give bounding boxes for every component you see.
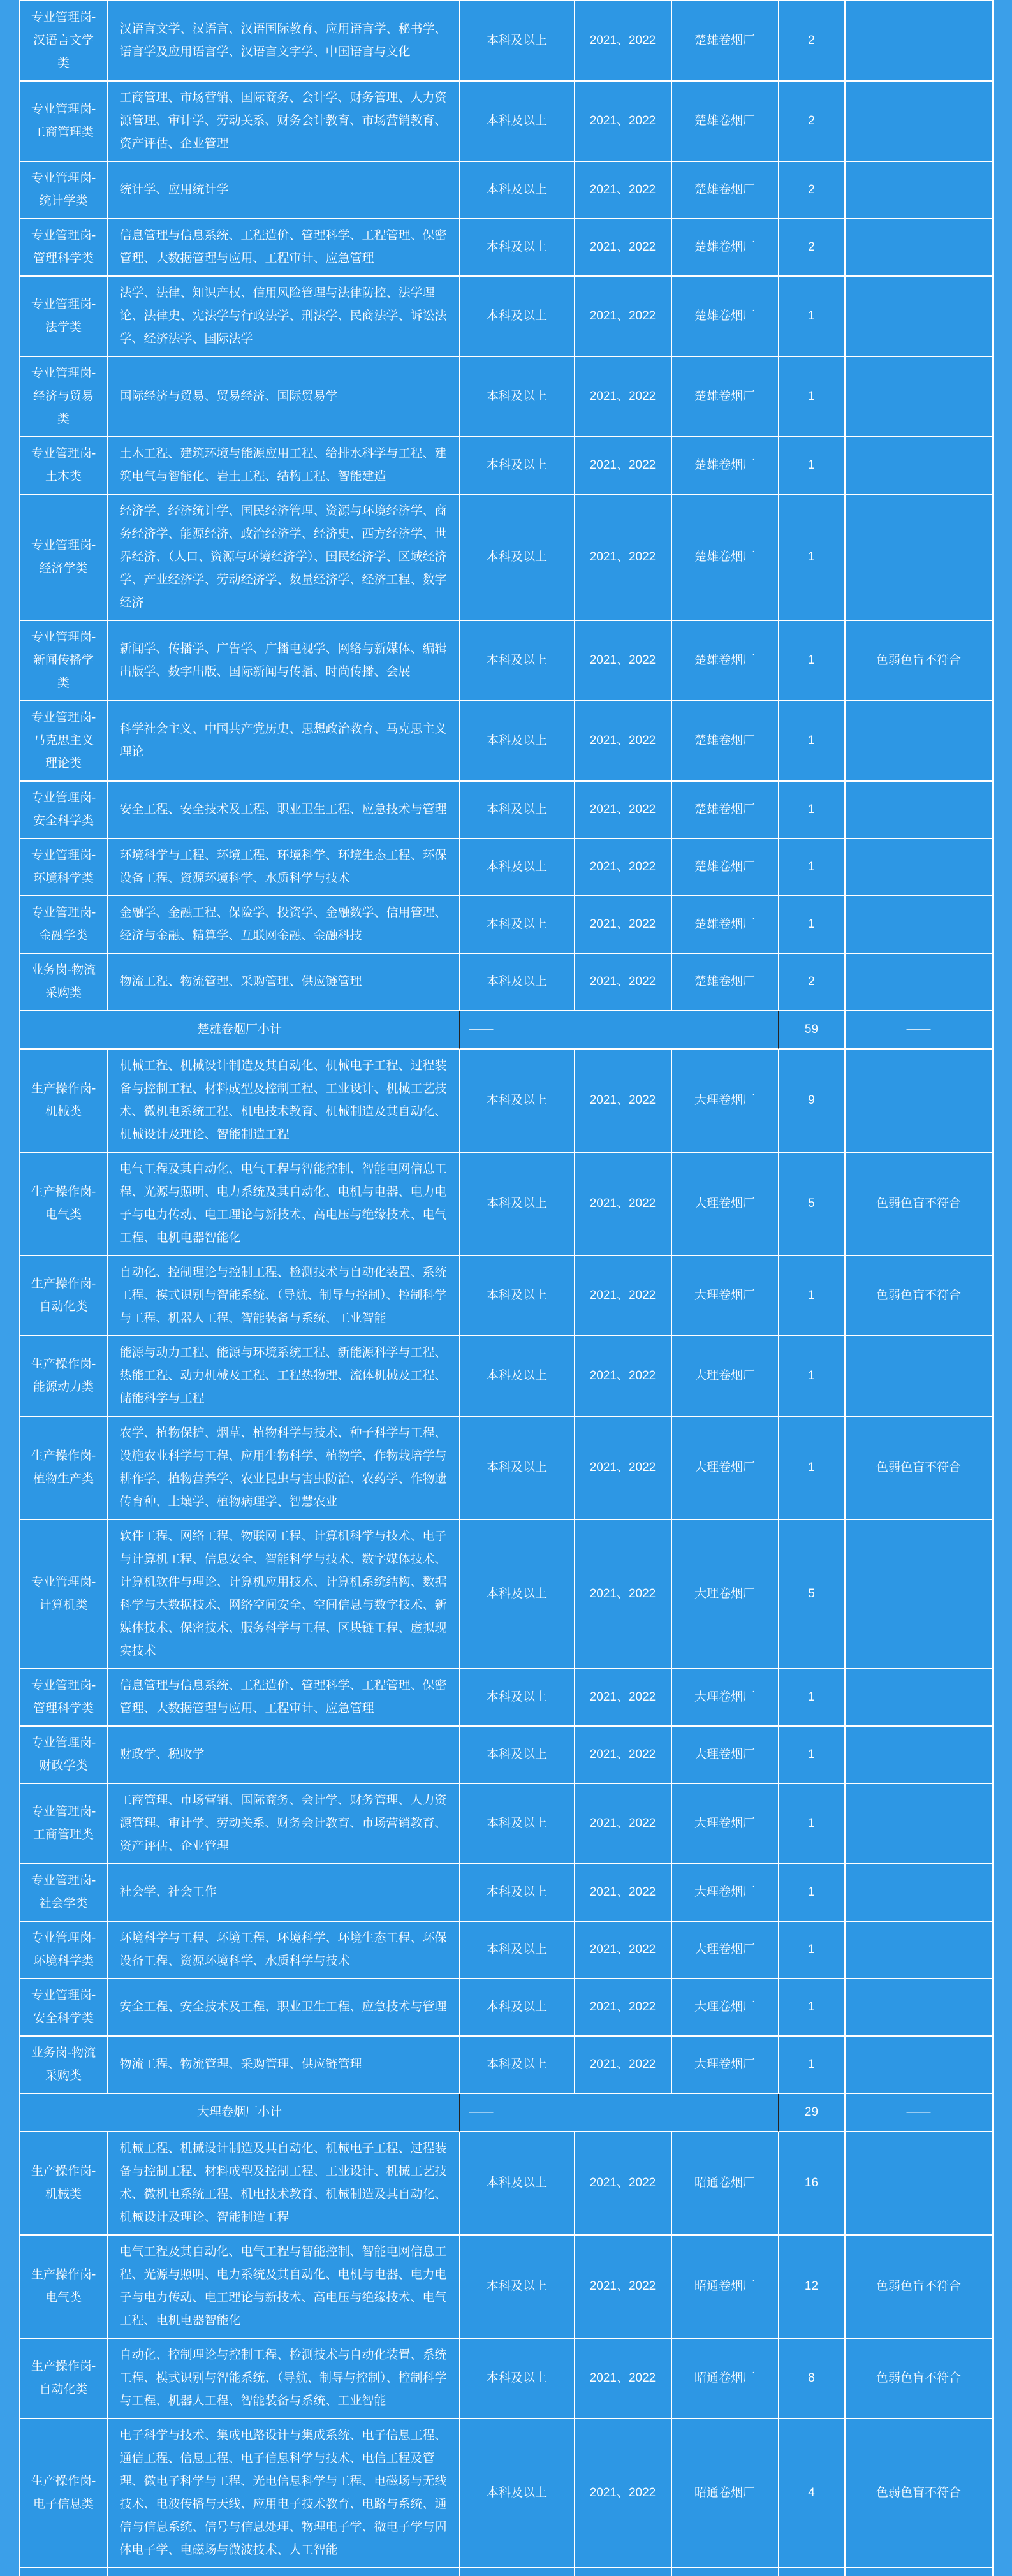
subtotal-row: [20, 1011, 994, 1050]
graduation-years-cell: 2021、2022: [575, 2236, 672, 2339]
job-category-cell: 专业管理岗-新闻传播学类: [20, 621, 108, 701]
subtotal-remark-dash: ——: [846, 2094, 994, 2132]
headcount-cell: 2: [779, 162, 846, 219]
job-category-cell: 业务岗-物流采购类: [20, 954, 108, 1011]
factory-cell: 昭通卷烟厂: [672, 2419, 779, 2568]
graduation-years-cell: 2021、2022: [575, 82, 672, 162]
majors-cell: 环境科学与工程、环境工程、环境科学、环境生态工程、环保设备工程、资源环境科学、水质科学与技术: [108, 1922, 460, 1979]
majors-cell: 软件工程、网络工程、物联网工程、计算机科学与技术、电子与计算机工程、信息安全、智能科学与技术、数字媒体技术、计算机软件与理论、计算机应用技术、计算机系统结构、数据科学与大数据技术、网络空间安全、空间信息与数字技术、新媒体技术、保密技术、服务科学与工程、区块链工程、虚拟现实技术: [108, 1520, 460, 1669]
majors-cell: 农学、植物保护、烟草、植物科学与技术、种子科学与工程、设施农业科学与工程、应用生物科学、植物学、作物栽培学与耕作学、植物营养学、农业昆虫与害虫防治、农药学、作物遗传育种、土壤学、植物病理学、智慧农业: [108, 1417, 460, 1520]
majors-cell: 安全工程、安全技术及工程、职业卫生工程、应急技术与管理: [108, 782, 460, 839]
graduation-years-cell: 2021、2022: [575, 437, 672, 495]
education-cell: 本科及以上: [460, 1979, 575, 2037]
job-category-cell: 专业管理岗-计算机类: [20, 1520, 108, 1669]
factory-cell: 昭通卷烟厂: [672, 2339, 779, 2419]
factory-cell: 楚雄卷烟厂: [672, 1, 779, 82]
remark-cell: [846, 277, 994, 357]
table-row: [20, 621, 994, 701]
graduation-years-cell: 2021、2022: [575, 1727, 672, 1784]
job-category-cell: 专业管理岗-环境科学类: [20, 839, 108, 896]
factory-cell: 楚雄卷烟厂: [672, 621, 779, 701]
job-category-cell: 专业管理岗-社会学类: [20, 1864, 108, 1922]
remark-cell: 色弱色盲不符合: [846, 2236, 994, 2339]
job-category-cell: 专业管理岗-安全科学类: [20, 1979, 108, 2037]
job-category-cell: 专业管理岗-统计学类: [20, 162, 108, 219]
education-cell: 本科及以上: [460, 1784, 575, 1864]
education-cell: 本科及以上: [460, 495, 575, 621]
headcount-cell: 8: [779, 2339, 846, 2419]
job-category-cell: 专业管理岗-经济与贸易类: [20, 357, 108, 437]
graduation-years-cell: 2021、2022: [575, 1153, 672, 1256]
factory-cell: 大理卷烟厂: [672, 2037, 779, 2094]
majors-cell: 经济学、经济统计学、国民经济管理、资源与环境经济学、商务经济学、能源经济、政治经济学、经济史、西方经济学、世界经济、（人口、资源与环境经济学）、国民经济学、区域经济学、产业经济学、劳动经济学、数量经济学、经济工程、数字经济: [108, 495, 460, 621]
job-category-cell: 生产操作岗-电子信息类: [20, 2419, 108, 2568]
remark-cell: [846, 782, 994, 839]
graduation-years-cell: 2021、2022: [575, 2132, 672, 2236]
job-category-cell: 专业管理岗-财政学类: [20, 1727, 108, 1784]
remark-cell: [846, 1864, 994, 1922]
remark-cell: 色弱色盲不符合: [846, 2419, 994, 2568]
factory-cell: 昭通卷烟厂: [672, 2236, 779, 2339]
majors-cell: 工商管理、市场营销、国际商务、会计学、财务管理、人力资源管理、审计学、劳动关系、财务会计教育、市场营销教育、资产评估、企业管理: [108, 82, 460, 162]
job-category-cell: 生产操作岗-机械类: [20, 1050, 108, 1153]
table-row: [20, 1727, 994, 1784]
headcount-cell: 1: [779, 2037, 846, 2094]
headcount-cell: 2: [779, 82, 846, 162]
factory-cell: 大理卷烟厂: [672, 1520, 779, 1669]
remark-cell: [846, 1, 994, 82]
remark-cell: [846, 2132, 994, 2236]
factory-cell: 大理卷烟厂: [672, 1727, 779, 1784]
factory-cell: 楚雄卷烟厂: [672, 782, 779, 839]
education-cell: 本科及以上: [460, 1727, 575, 1784]
remark-cell: [846, 2037, 994, 2094]
headcount-cell: 2: [779, 1, 846, 82]
graduation-years-cell: 2021、2022: [575, 896, 672, 954]
factory-cell: 楚雄卷烟厂: [672, 839, 779, 896]
recruitment-positions-table: [19, 0, 994, 2576]
remark-cell: 色弱色盲不符合: [846, 1417, 994, 1520]
remark-cell: [846, 357, 994, 437]
table-row: [20, 219, 994, 277]
graduation-years-cell: 2021、2022: [575, 2037, 672, 2094]
majors-cell: 土木工程、建筑环境与能源应用工程、给排水科学与工程、建筑电气与智能化、岩土工程、结构工程、智能建造: [108, 437, 460, 495]
subtotal-count: 29: [779, 2094, 846, 2132]
job-category-cell: 专业管理岗-金融学类: [20, 896, 108, 954]
subtotal-label: 大理卷烟厂小计: [20, 2094, 460, 2132]
graduation-years-cell: 2021、2022: [575, 357, 672, 437]
graduation-years-cell: 2021、2022: [575, 1520, 672, 1669]
job-category-cell: 专业管理岗-工商管理类: [20, 1784, 108, 1864]
majors-cell: 机械工程、机械设计制造及其自动化、机械电子工程、过程装备与控制工程、材料成型及控制工程、工业设计、机械工艺技术、微机电系统工程、机电技术教育、机械制造及其自动化、机械设计及理论、智能制造工程: [108, 1050, 460, 1153]
education-cell: 本科及以上: [460, 782, 575, 839]
graduation-years-cell: 2021、2022: [575, 1417, 672, 1520]
remark-cell: [846, 1669, 994, 1727]
factory-cell: 楚雄卷烟厂: [672, 896, 779, 954]
factory-cell: 大理卷烟厂: [672, 1979, 779, 2037]
majors-cell: 环境科学与工程、环境工程、环境科学、环境生态工程、环保设备工程、资源环境科学、水质科学与技术: [108, 839, 460, 896]
majors-cell: 能源与动力工程、能源与环境系统工程、新能源科学与工程、热能工程、动力机械及工程、工程热物理、流体机械及工程、储能科学与工程: [108, 1336, 460, 1417]
remark-cell: [846, 1922, 994, 1979]
graduation-years-cell: 2021、2022: [575, 1256, 672, 1336]
education-cell: 本科及以上: [460, 1336, 575, 1417]
education-cell: 本科及以上: [460, 162, 575, 219]
remark-cell: [846, 82, 994, 162]
job-category-cell: 专业管理岗-工商管理类: [20, 82, 108, 162]
factory-cell: 大理卷烟厂: [672, 1256, 779, 1336]
job-category-cell: 专业管理岗-管理科学类: [20, 219, 108, 277]
table-row: [20, 1256, 994, 1336]
graduation-years-cell: 2021、2022: [575, 954, 672, 1011]
remark-cell: [846, 1336, 994, 1417]
subtotal-row: [20, 2094, 994, 2132]
job-category-cell: 专业管理岗-经济学类: [20, 495, 108, 621]
headcount-cell: 1: [779, 1922, 846, 1979]
education-cell: 本科及以上: [460, 1864, 575, 1922]
factory-cell: 大理卷烟厂: [672, 1153, 779, 1256]
majors-cell: 物流工程、物流管理、采购管理、供应链管理: [108, 954, 460, 1011]
remark-cell: [846, 1520, 994, 1669]
graduation-years-cell: 2021、2022: [575, 1979, 672, 2037]
majors-cell: 物流工程、物流管理、采购管理、供应链管理: [108, 2037, 460, 2094]
table-row: [20, 896, 994, 954]
headcount-cell: 1: [779, 839, 846, 896]
factory-cell: 大理卷烟厂: [672, 1784, 779, 1864]
majors-cell: 机械工程、机械设计制造及其自动化、机械电子工程、过程装备与控制工程、材料成型及控制工程、工业设计、机械工艺技术、微机电系统工程、机电技术教育、机械制造及其自动化、机械设计及理论、智能制造工程: [108, 2132, 460, 2236]
table-row: [20, 1417, 994, 1520]
remark-cell: [846, 896, 994, 954]
recruitment-table-wrap: [19, 0, 994, 2576]
majors-cell: 工商管理、市场营销、国际商务、会计学、财务管理、人力资源管理、审计学、劳动关系、财务会计教育、市场营销教育、资产评估、企业管理: [108, 1784, 460, 1864]
graduation-years-cell: 2021、2022: [575, 1864, 672, 1922]
graduation-years-cell: 2021、2022: [575, 1336, 672, 1417]
headcount-cell: 1: [779, 701, 846, 782]
factory-cell: 大理卷烟厂: [672, 1336, 779, 1417]
factory-cell: 楚雄卷烟厂: [672, 495, 779, 621]
headcount-cell: 1: [779, 896, 846, 954]
remark-cell: 色弱色盲不符合: [846, 1256, 994, 1336]
headcount-cell: 12: [779, 2236, 846, 2339]
graduation-years-cell: 2021、2022: [575, 1, 672, 82]
remark-cell: 色弱色盲不符合: [846, 1153, 994, 1256]
graduation-years-cell: 2021、2022: [575, 2339, 672, 2419]
education-cell: 本科及以上: [460, 1922, 575, 1979]
factory-cell: 大理卷烟厂: [672, 1417, 779, 1520]
majors-cell: 汉语言文学、汉语言、汉语国际教育、应用语言学、秘书学、语言学及应用语言学、汉语言文字学、中国语言与文化: [108, 1, 460, 82]
education-cell: 本科及以上: [460, 277, 575, 357]
education-cell: 本科及以上: [460, 1256, 575, 1336]
factory-cell: 大理卷烟厂: [672, 1050, 779, 1153]
remark-cell: [846, 495, 994, 621]
graduation-years-cell: 2021、2022: [575, 162, 672, 219]
table-row: [20, 2339, 994, 2419]
factory-cell: 楚雄卷烟厂: [672, 219, 779, 277]
remark-cell: 色弱色盲不符合: [846, 2339, 994, 2419]
table-row: [20, 1864, 994, 1922]
remark-cell: [846, 701, 994, 782]
education-cell: 本科及以上: [460, 1050, 575, 1153]
majors-cell: 自动化、控制理论与控制工程、检测技术与自动化装置、系统工程、模式识别与智能系统、（导航、制导与控制）、控制科学与工程、机器人工程、智能装备与系统、工业智能: [108, 1256, 460, 1336]
factory-cell: 楚雄卷烟厂: [672, 277, 779, 357]
graduation-years-cell: 2021、2022: [575, 277, 672, 357]
job-category-cell: 业务岗-物流采购类: [20, 2037, 108, 2094]
factory-cell: 昭通卷烟厂: [672, 2132, 779, 2236]
majors-cell: 国际经济与贸易、贸易经济、国际贸易学: [108, 357, 460, 437]
education-cell: 本科及以上: [460, 896, 575, 954]
table-row: [20, 437, 994, 495]
table-row: [20, 1784, 994, 1864]
majors-cell: 新闻学、传播学、广告学、广播电视学、网络与新媒体、编辑出版学、数字出版、国际新闻与传播、时尚传播、会展: [108, 621, 460, 701]
table-row: [20, 2037, 994, 2094]
factory-cell: 楚雄卷烟厂: [672, 162, 779, 219]
education-cell: 本科及以上: [460, 1669, 575, 1727]
table-row: [20, 82, 994, 162]
job-category-cell: 生产操作岗-电气类: [20, 1153, 108, 1256]
headcount-cell: 1: [779, 437, 846, 495]
subtotal-dash: ——: [460, 2094, 779, 2132]
graduation-years-cell: 2021、2022: [575, 701, 672, 782]
graduation-years-cell: 2021、2022: [575, 495, 672, 621]
remark-cell: [846, 162, 994, 219]
education-cell: 本科及以上: [460, 2339, 575, 2419]
headcount-cell: 1: [779, 1669, 846, 1727]
headcount-cell: 2: [779, 219, 846, 277]
education-cell: 本科及以上: [460, 219, 575, 277]
factory-cell: 楚雄卷烟厂: [672, 357, 779, 437]
majors-cell: 信息管理与信息系统、工程造价、管理科学、工程管理、保密管理、大数据管理与应用、工程审计、应急管理: [108, 1669, 460, 1727]
table-row: [20, 277, 994, 357]
job-category-cell: 专业管理岗-土木类: [20, 437, 108, 495]
factory-cell: 楚雄卷烟厂: [672, 701, 779, 782]
graduation-years-cell: 2021、2022: [575, 839, 672, 896]
graduation-years-cell: 2021、2022: [575, 2419, 672, 2568]
table-row: [20, 495, 994, 621]
graduation-years-cell: 2021、2022: [575, 1050, 672, 1153]
cutoff-row: [20, 2568, 994, 2576]
majors-cell: 科学社会主义、中国共产党历史、思想政治教育、马克思主义理论: [108, 701, 460, 782]
job-category-cell: 专业管理岗-管理科学类: [20, 1669, 108, 1727]
education-cell: 本科及以上: [460, 1520, 575, 1669]
majors-cell: 自动化、控制理论与控制工程、检测技术与自动化装置、系统工程、模式识别与智能系统、（导航、制导与控制）、控制科学与工程、机器人工程、智能装备与系统、工业智能: [108, 2339, 460, 2419]
remark-cell: [846, 437, 994, 495]
table-row: [20, 357, 994, 437]
job-category-cell: 生产操作岗-自动化类: [20, 1256, 108, 1336]
majors-cell: 统计学、应用统计学: [108, 162, 460, 219]
table-row: [20, 1979, 994, 2037]
job-category-cell: 专业管理岗-法学类: [20, 277, 108, 357]
table-row: [20, 162, 994, 219]
education-cell: 本科及以上: [460, 1, 575, 82]
table-row: [20, 1669, 994, 1727]
headcount-cell: 4: [779, 2419, 846, 2568]
table-row: [20, 1922, 994, 1979]
education-cell: 本科及以上: [460, 1417, 575, 1520]
job-category-cell: 专业管理岗-汉语言文学类: [20, 1, 108, 82]
headcount-cell: 2: [779, 954, 846, 1011]
headcount-cell: 5: [779, 1520, 846, 1669]
table-row: [20, 1, 994, 82]
table-row: [20, 782, 994, 839]
table-row: [20, 954, 994, 1011]
table-row: [20, 2132, 994, 2236]
table-row: [20, 1050, 994, 1153]
job-category-cell: 专业管理岗-安全科学类: [20, 782, 108, 839]
headcount-cell: 1: [779, 277, 846, 357]
job-table-body: [20, 1, 994, 2576]
subtotal-count: 59: [779, 1011, 846, 1050]
remark-cell: [846, 1979, 994, 2037]
headcount-cell: 9: [779, 1050, 846, 1153]
subtotal-remark-dash: ——: [846, 1011, 994, 1050]
job-category-cell: 生产操作岗-自动化类: [20, 2339, 108, 2419]
subtotal-label: 楚雄卷烟厂小计: [20, 1011, 460, 1050]
factory-cell: 楚雄卷烟厂: [672, 954, 779, 1011]
table-row: [20, 839, 994, 896]
factory-cell: 大理卷烟厂: [672, 1669, 779, 1727]
factory-cell: 楚雄卷烟厂: [672, 82, 779, 162]
majors-cell: 电气工程及其自动化、电气工程与智能控制、智能电网信息工程、光源与照明、电力系统及其自动化、电机与电器、电力电子与电力传动、电工理论与新技术、高电压与绝缘技术、电气工程、电机电器智能化: [108, 1153, 460, 1256]
table-row: [20, 2236, 994, 2339]
table-row: [20, 2419, 994, 2568]
graduation-years-cell: 2021、2022: [575, 219, 672, 277]
headcount-cell: 5: [779, 1153, 846, 1256]
remark-cell: [846, 954, 994, 1011]
majors-cell: 信息管理与信息系统、工程造价、管理科学、工程管理、保密管理、大数据管理与应用、工程审计、应急管理: [108, 219, 460, 277]
majors-cell: 财政学、税收学: [108, 1727, 460, 1784]
job-category-cell: 专业管理岗-环境科学类: [20, 1922, 108, 1979]
headcount-cell: 1: [779, 621, 846, 701]
headcount-cell: 1: [779, 357, 846, 437]
majors-cell: 电子科学与技术、集成电路设计与集成系统、电子信息工程、通信工程、信息工程、电子信息科学与技术、电信工程及管理、微电子科学与工程、光电信息科学与工程、电磁场与无线技术、电波传播与天线、应用电子技术教育、电路与系统、通信与信息系统、信号与信息处理、物理电子学、微电子学与固体电子学、电磁场与微波技术、人工智能: [108, 2419, 460, 2568]
majors-cell: 电气工程及其自动化、电气工程与智能控制、智能电网信息工程、光源与照明、电力系统及其自动化、电机与电器、电力电子与电力传动、电工理论与新技术、高电压与绝缘技术、电气工程、电机电器智能化: [108, 2236, 460, 2339]
education-cell: 本科及以上: [460, 82, 575, 162]
remark-cell: [846, 219, 994, 277]
remark-cell: [846, 1050, 994, 1153]
majors-cell: 法学、法律、知识产权、信用风险管理与法律防控、法学理论、法律史、宪法学与行政法学、刑法学、民商法学、诉讼法学、经济法学、国际法学: [108, 277, 460, 357]
education-cell: 本科及以上: [460, 437, 575, 495]
job-category-cell: 专业管理岗-马克思主义理论类: [20, 701, 108, 782]
subtotal-dash: ——: [460, 1011, 779, 1050]
factory-cell: 大理卷烟厂: [672, 1922, 779, 1979]
headcount-cell: 1: [779, 1784, 846, 1864]
majors-cell: 金融学、金融工程、保险学、投资学、金融数学、信用管理、经济与金融、精算学、互联网金融、金融科技: [108, 896, 460, 954]
factory-cell: 大理卷烟厂: [672, 1864, 779, 1922]
education-cell: 本科及以上: [460, 1153, 575, 1256]
job-category-cell: 生产操作岗-能源动力类: [20, 1336, 108, 1417]
headcount-cell: 16: [779, 2132, 846, 2236]
remark-cell: 色弱色盲不符合: [846, 621, 994, 701]
table-row: [20, 1336, 994, 1417]
education-cell: 本科及以上: [460, 954, 575, 1011]
education-cell: 本科及以上: [460, 839, 575, 896]
majors-cell: 社会学、社会工作: [108, 1864, 460, 1922]
factory-cell: 楚雄卷烟厂: [672, 437, 779, 495]
headcount-cell: 1: [779, 495, 846, 621]
job-category-cell: 生产操作岗-电气类: [20, 2236, 108, 2339]
education-cell: 本科及以上: [460, 2132, 575, 2236]
graduation-years-cell: 2021、2022: [575, 1784, 672, 1864]
headcount-cell: 1: [779, 1864, 846, 1922]
table-row: [20, 1520, 994, 1669]
headcount-cell: 1: [779, 1256, 846, 1336]
graduation-years-cell: 2021、2022: [575, 1922, 672, 1979]
graduation-years-cell: 2021、2022: [575, 621, 672, 701]
headcount-cell: 1: [779, 1979, 846, 2037]
job-category-cell: 生产操作岗-植物生产类: [20, 1417, 108, 1520]
table-row: [20, 701, 994, 782]
remark-cell: [846, 1727, 994, 1784]
headcount-cell: 1: [779, 1417, 846, 1520]
education-cell: 本科及以上: [460, 2236, 575, 2339]
headcount-cell: 1: [779, 1727, 846, 1784]
remark-cell: [846, 1784, 994, 1864]
education-cell: 本科及以上: [460, 2037, 575, 2094]
headcount-cell: 1: [779, 1336, 846, 1417]
education-cell: 本科及以上: [460, 701, 575, 782]
education-cell: 本科及以上: [460, 2419, 575, 2568]
graduation-years-cell: 2021、2022: [575, 1669, 672, 1727]
education-cell: 本科及以上: [460, 357, 575, 437]
remark-cell: [846, 839, 994, 896]
table-row: [20, 1153, 994, 1256]
majors-cell: 安全工程、安全技术及工程、职业卫生工程、应急技术与管理: [108, 1979, 460, 2037]
job-category-cell: 生产操作岗-机械类: [20, 2132, 108, 2236]
graduation-years-cell: 2021、2022: [575, 782, 672, 839]
headcount-cell: 1: [779, 782, 846, 839]
education-cell: 本科及以上: [460, 621, 575, 701]
